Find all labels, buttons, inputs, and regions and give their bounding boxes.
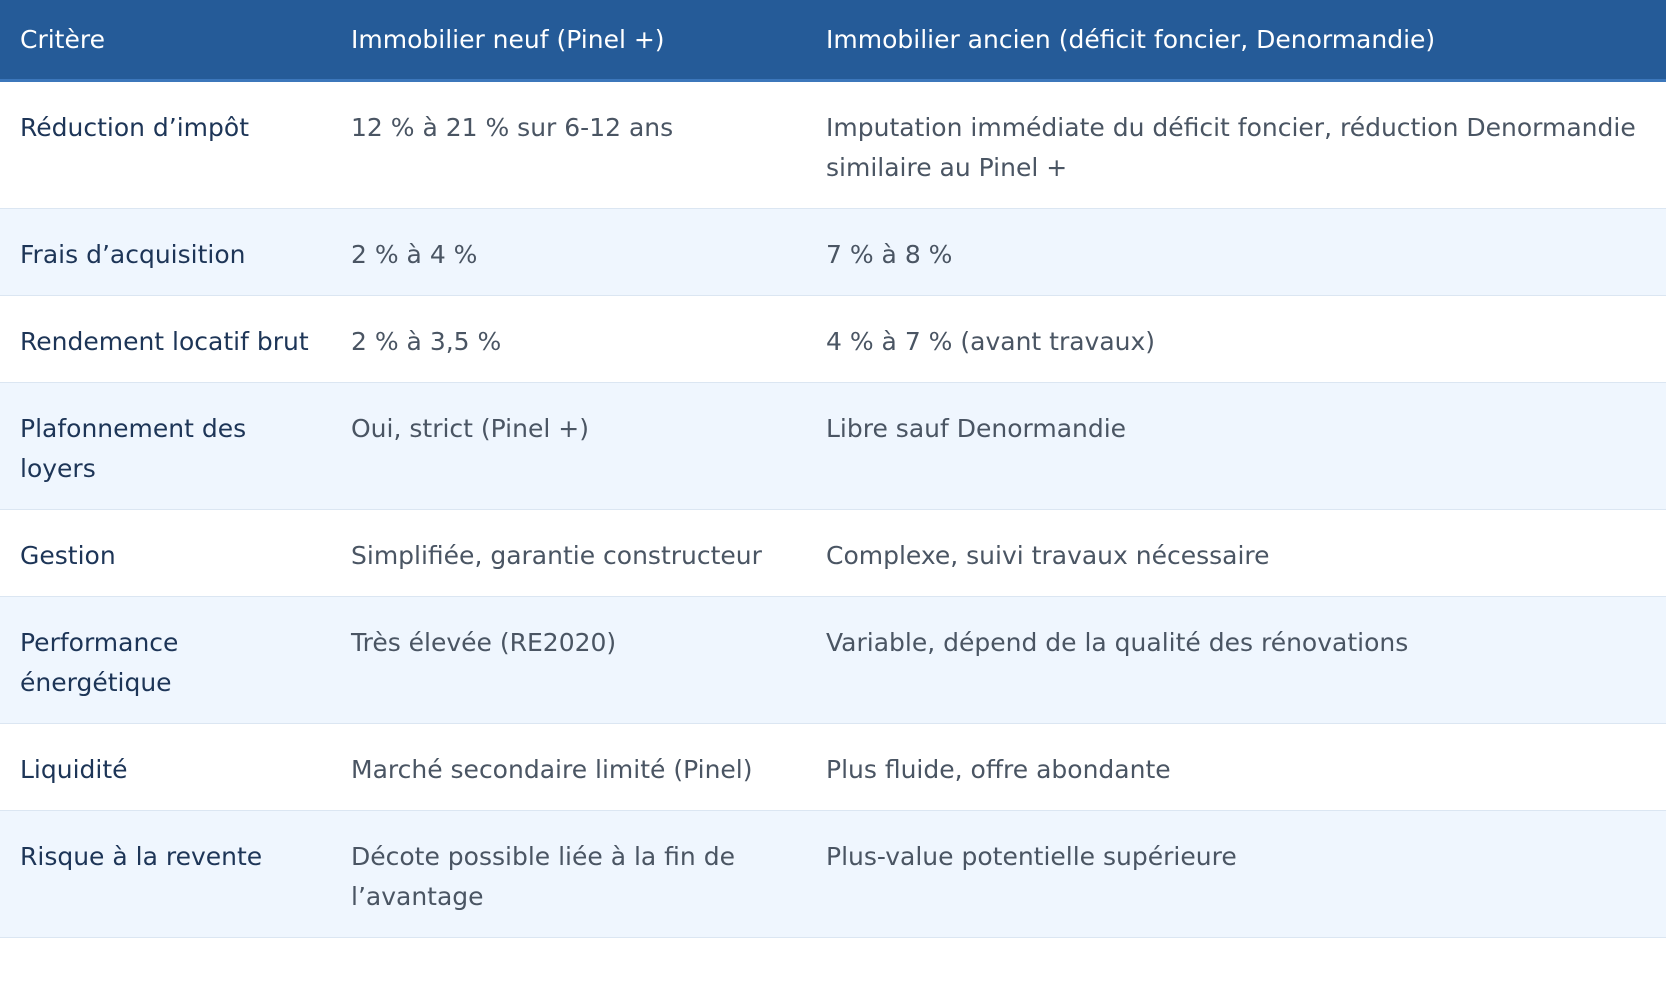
- cell-criterion: Gestion: [0, 509, 331, 596]
- cell-old: Complexe, suivi travaux nécessaire: [806, 509, 1666, 596]
- table-row: [0, 295, 1666, 382]
- cell-new: Oui, strict (Pinel +): [331, 382, 806, 509]
- cell-old: Plus fluide, offre abondante: [806, 723, 1666, 810]
- table-body: [0, 80, 1666, 937]
- cell-old: Libre sauf Denormandie: [806, 382, 1666, 509]
- cell-new: 12 % à 21 % sur 6-12 ans: [331, 80, 806, 208]
- table-row: [0, 596, 1666, 723]
- cell-criterion: Rendement locatif brut: [0, 295, 331, 382]
- cell-criterion: Réduction d’impôt: [0, 80, 331, 208]
- table-row: [0, 509, 1666, 596]
- table-row: [0, 810, 1666, 937]
- cell-old: Variable, dépend de la qualité des rénovations: [806, 596, 1666, 723]
- cell-criterion: Plafonnement des loyers: [0, 382, 331, 509]
- cell-criterion: Performance énergétique: [0, 596, 331, 723]
- header-old-property: Immobilier ancien (déficit foncier, Denormandie): [806, 0, 1666, 80]
- cell-new: 2 % à 3,5 %: [331, 295, 806, 382]
- cell-new: 2 % à 4 %: [331, 208, 806, 295]
- table-header: [0, 0, 1666, 80]
- cell-criterion: Frais d’acquisition: [0, 208, 331, 295]
- cell-old: 4 % à 7 % (avant travaux): [806, 295, 1666, 382]
- table-row: [0, 382, 1666, 509]
- table-row: [0, 208, 1666, 295]
- header-criterion: Critère: [0, 0, 331, 80]
- table-row: [0, 80, 1666, 208]
- cell-old: Imputation immédiate du déficit foncier, réduction Denormandie similaire au Pinel +: [806, 80, 1666, 208]
- table-row: [0, 723, 1666, 810]
- cell-new: Très élevée (RE2020): [331, 596, 806, 723]
- cell-new: Marché secondaire limité (Pinel): [331, 723, 806, 810]
- cell-criterion: Liquidité: [0, 723, 331, 810]
- header-row: [0, 0, 1666, 80]
- cell-old: Plus-value potentielle supérieure: [806, 810, 1666, 937]
- header-new-property: Immobilier neuf (Pinel +): [331, 0, 806, 80]
- cell-old: 7 % à 8 %: [806, 208, 1666, 295]
- cell-new: Simplifiée, garantie constructeur: [331, 509, 806, 596]
- cell-criterion: Risque à la revente: [0, 810, 331, 937]
- cell-new: Décote possible liée à la fin de l’avantage: [331, 810, 806, 937]
